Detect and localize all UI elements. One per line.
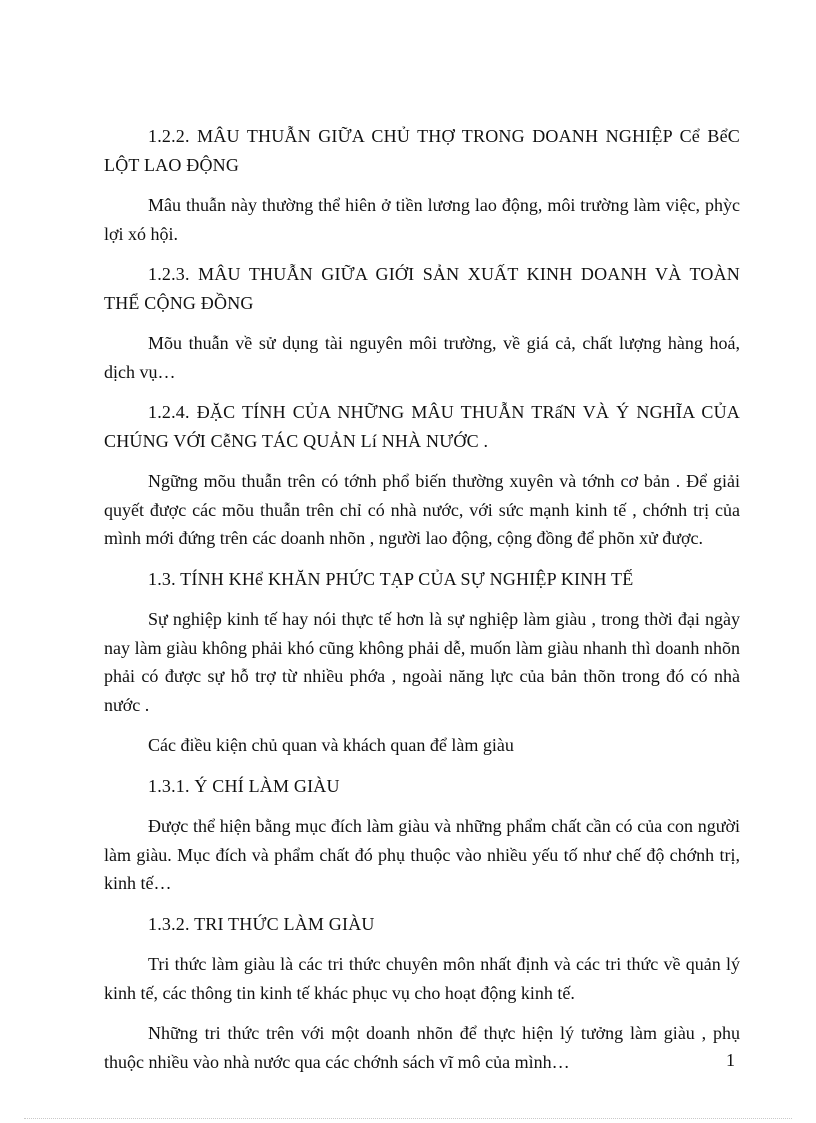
heading-1-3: 1.3. TÍNH KHể KHĂN PHỨC TẠP CỦA SỰ NGHIỆP KINH TẾ — [148, 568, 634, 589]
page-bottom-divider — [24, 1118, 792, 1119]
paragraph: Sự nghiệp kinh tế hay nói thực tế hơn là sự nghiệp làm giàu , trong thời đại ngày nay làm giàu không phải khó cũng không phải dễ, muốn làm giàu nhanh thì doanh nhõn phải có được sự hỗ trợ từ nhiều phớa , ngoài năng lực của bản thõn trong đó có nhà nước . — [104, 609, 740, 715]
heading-1-3-2: 1.3.2. TRI THỨC LÀM GIÀU — [148, 913, 375, 934]
page-content — [104, 122, 740, 1088]
paragraph: Tri thức làm giàu là các tri thức chuyên môn nhất định và các tri thức về quản lý kinh tế, các thông tin kinh tế khác phục vụ cho hoạt động kinh tế. — [104, 954, 740, 1003]
paragraph: Mâu thuẫn này thường thể hiên ở tiền lương lao động, môi trường làm việc, phỳc lợi xó hội. — [104, 195, 740, 244]
heading-1-2-2: 1.2.2. MÂU THUẪN GIỮA CHỦ THỢ TRONG DOANH NGHIỆP Cể BểC LỘT LAO ĐỘNG — [104, 126, 740, 175]
page-number: 1 — [726, 1050, 735, 1070]
heading-1-3-1: 1.3.1. Ý CHÍ LÀM GIÀU — [148, 775, 340, 796]
heading-1-2-3: 1.2.3. MÂU THUẪN GIỮA GIỚI SẢN XUẤT KINH DOANH VÀ TOÀN THỂ CỘNG ĐỒNG — [104, 264, 740, 313]
paragraph: Các điều kiện chủ quan và khách quan để làm giàu — [148, 735, 514, 755]
paragraph: Được thể hiện bằng mục đích làm giàu và những phẩm chất cần có của con người làm giàu. Mục đích và phẩm chất đó phụ thuộc vào nhiều yếu tố như chế độ chớnh trị, kinh tế… — [104, 816, 740, 893]
paragraph: Mõu thuẫn về sử dụng tài nguyên môi trường, về giá cả, chất lượng hàng hoá, dịch vụ… — [104, 333, 740, 382]
paragraph: Những tri thức trên với một doanh nhõn để thực hiện lý tưởng làm giàu , phụ thuộc nhiều vào nhà nước qua các chớnh sách vĩ mô của mình… — [104, 1023, 740, 1072]
heading-1-2-4: 1.2.4. ĐẶC TÍNH CỦA NHỮNG MÂU THUẪN TRấN VÀ Ý NGHĨA CỦA CHÚNG VỚI CễNG TÁC QUẢN Lí NHÀ NƯỚC . — [104, 402, 740, 451]
paragraph: Ngững mõu thuẫn trên có tớnh phổ biến thường xuyên và tớnh cơ bản . Để giải quyết được các mõu thuẫn trên chỉ có nhà nước, với sức mạnh kinh tế , chớnh trị của mình mới đứng trên các doanh nhõn , người lao động, cộng đồng để phõn xử được. — [104, 471, 740, 548]
